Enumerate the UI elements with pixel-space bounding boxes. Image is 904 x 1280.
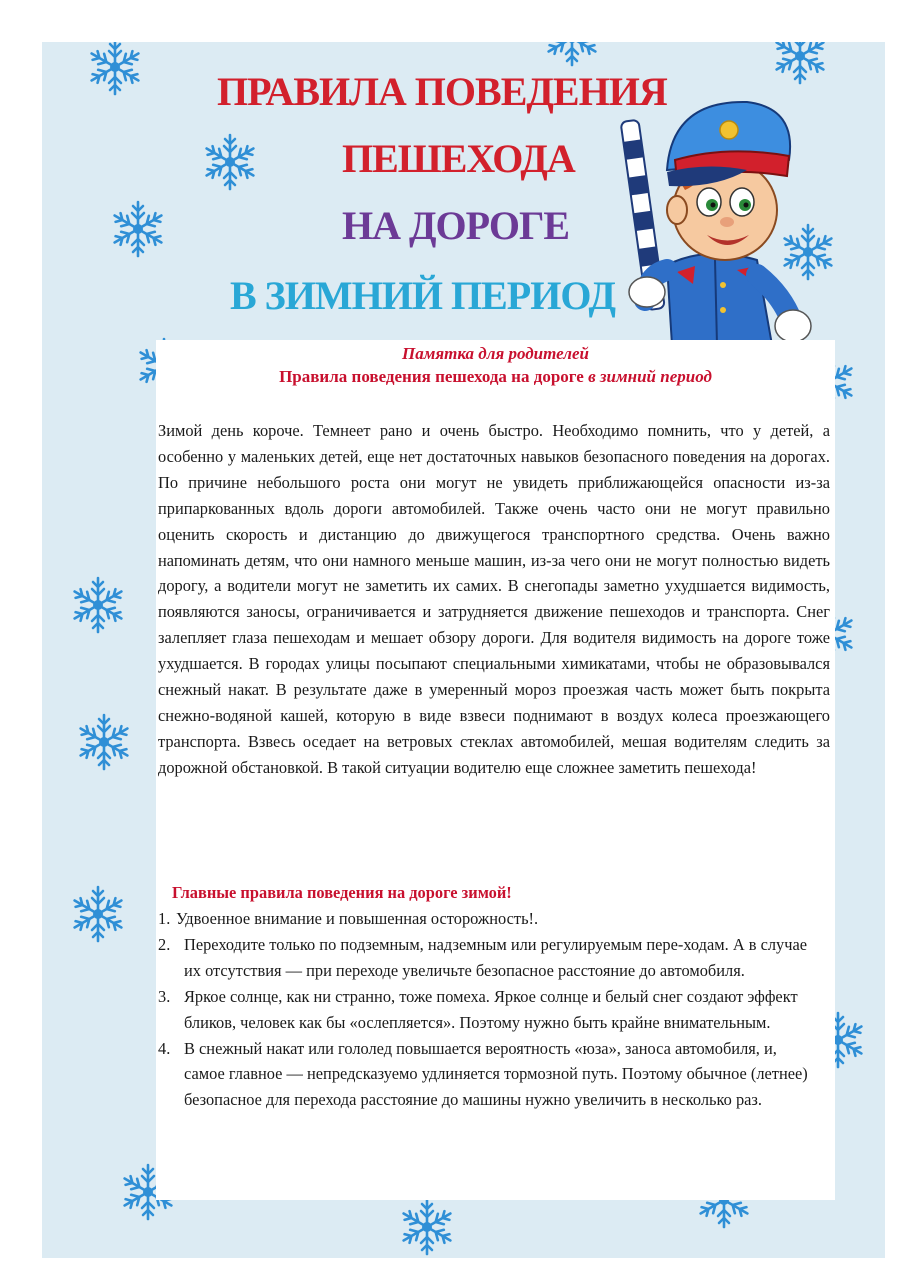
rule-number: 3. [158,986,171,1006]
title-line-1: ПРАВИЛА ПОВЕДЕНИЯ [217,69,667,114]
poster [42,42,885,1258]
snowflake-icon [108,199,168,259]
snowflake-icon [68,575,128,635]
snowflake-icon [68,884,128,944]
rules-list [158,906,818,1113]
rule-item [158,984,818,1036]
rule-number: 1. [158,909,171,928]
rules-title: Главные правила поведения на дороге зимой! [172,883,512,902]
snowflake-icon [397,1197,457,1257]
title-line-4: В ЗИМНИЙ ПЕРИОД [230,273,615,318]
rule-text: Удвоенное внимание и повышенная осторожность!. [176,909,539,928]
snowflake-icon [200,132,260,192]
rule-number: 4. [158,1038,171,1058]
title-line-2: ПЕШЕХОДА [342,136,575,181]
memo-heading-main: Правила поведения пешехода на дороге [279,367,584,386]
snowflake-icon [542,42,602,68]
snowflake-icon [74,712,134,772]
memo-heading-italic: в зимний период [588,367,712,386]
traffic-officer-mascot [597,60,817,360]
snowflake-icon [85,42,145,97]
memo-panel [156,340,835,1200]
rule-item [158,932,818,984]
memo-body: Зимой день короче. Темнеет рано и очень быстро. Необходимо помнить, что у детей, а особенно у маленьких детей, еще нет достаточных навыков безопасного поведения на дорогах. По причине небольшого роста они могут не увидеть приближающейся опасности из-за припаркованных вдоль дороги автомобилей. Также очень часто они не могут правильно оценить скорость и дистанцию до движущегося транспортного средства. Очень важно напоминать детям, что они намного меньше машин, из-за чего они не могут полностью видеть дорогу, а водители могут не заметить их самих. В снегопады заметно ухудшается видимость, появляются заносы, ограничивается и затрудняется движение пешеходов и транспорта. Снег залепляет глаза пешеходам и мешает обзору дороги. Для водителя видимость на дороге тоже ухудшается. В городах улицы посыпают специальными химикатами, чтобы не образовывался снежный накат. В результате даже в умеренный мороз проезжая часть может быть покрыта снежно-водяной кашей, которую в виде взвеси поднимают в воздух колеса проезжающего транспорта. Взвесь оседает на ветровых стеклах автомобилей, мешая водителям следить за дорожной обстановкой. В такой ситуации водителю еще сложнее заметить пешехода! [158,421,830,777]
rule-text: Переходите только по подземным, надземным или регулируемым пере-ходам. А в случае их отсутствия — при переходе увеличьте безопасное расстояние до автомобиля. [184,934,808,980]
rule-text: В снежный накат или гололед повышается вероятность «юза», заноса автомобиля, и, самое главное — непредсказуемо удлиняется тормозной путь. Поэтому обычное (летнее) безопасное для перехода расстояние до машины нужно увеличить в несколько раз. [184,1038,808,1110]
rule-item [158,1036,818,1114]
rule-item [158,906,818,932]
memo-heading [156,367,835,387]
title-line-3: НА ДОРОГЕ [342,203,570,248]
rule-number: 2. [158,934,171,954]
memo-subtitle: Памятка для родителей [402,344,589,363]
rule-text: Яркое солнце, как ни странно, тоже помеха. Яркое солнце и белый снег создают эффект бликов, человек как бы «ослепляется». Поэтому нужно быть крайне внимательным. [184,986,798,1032]
